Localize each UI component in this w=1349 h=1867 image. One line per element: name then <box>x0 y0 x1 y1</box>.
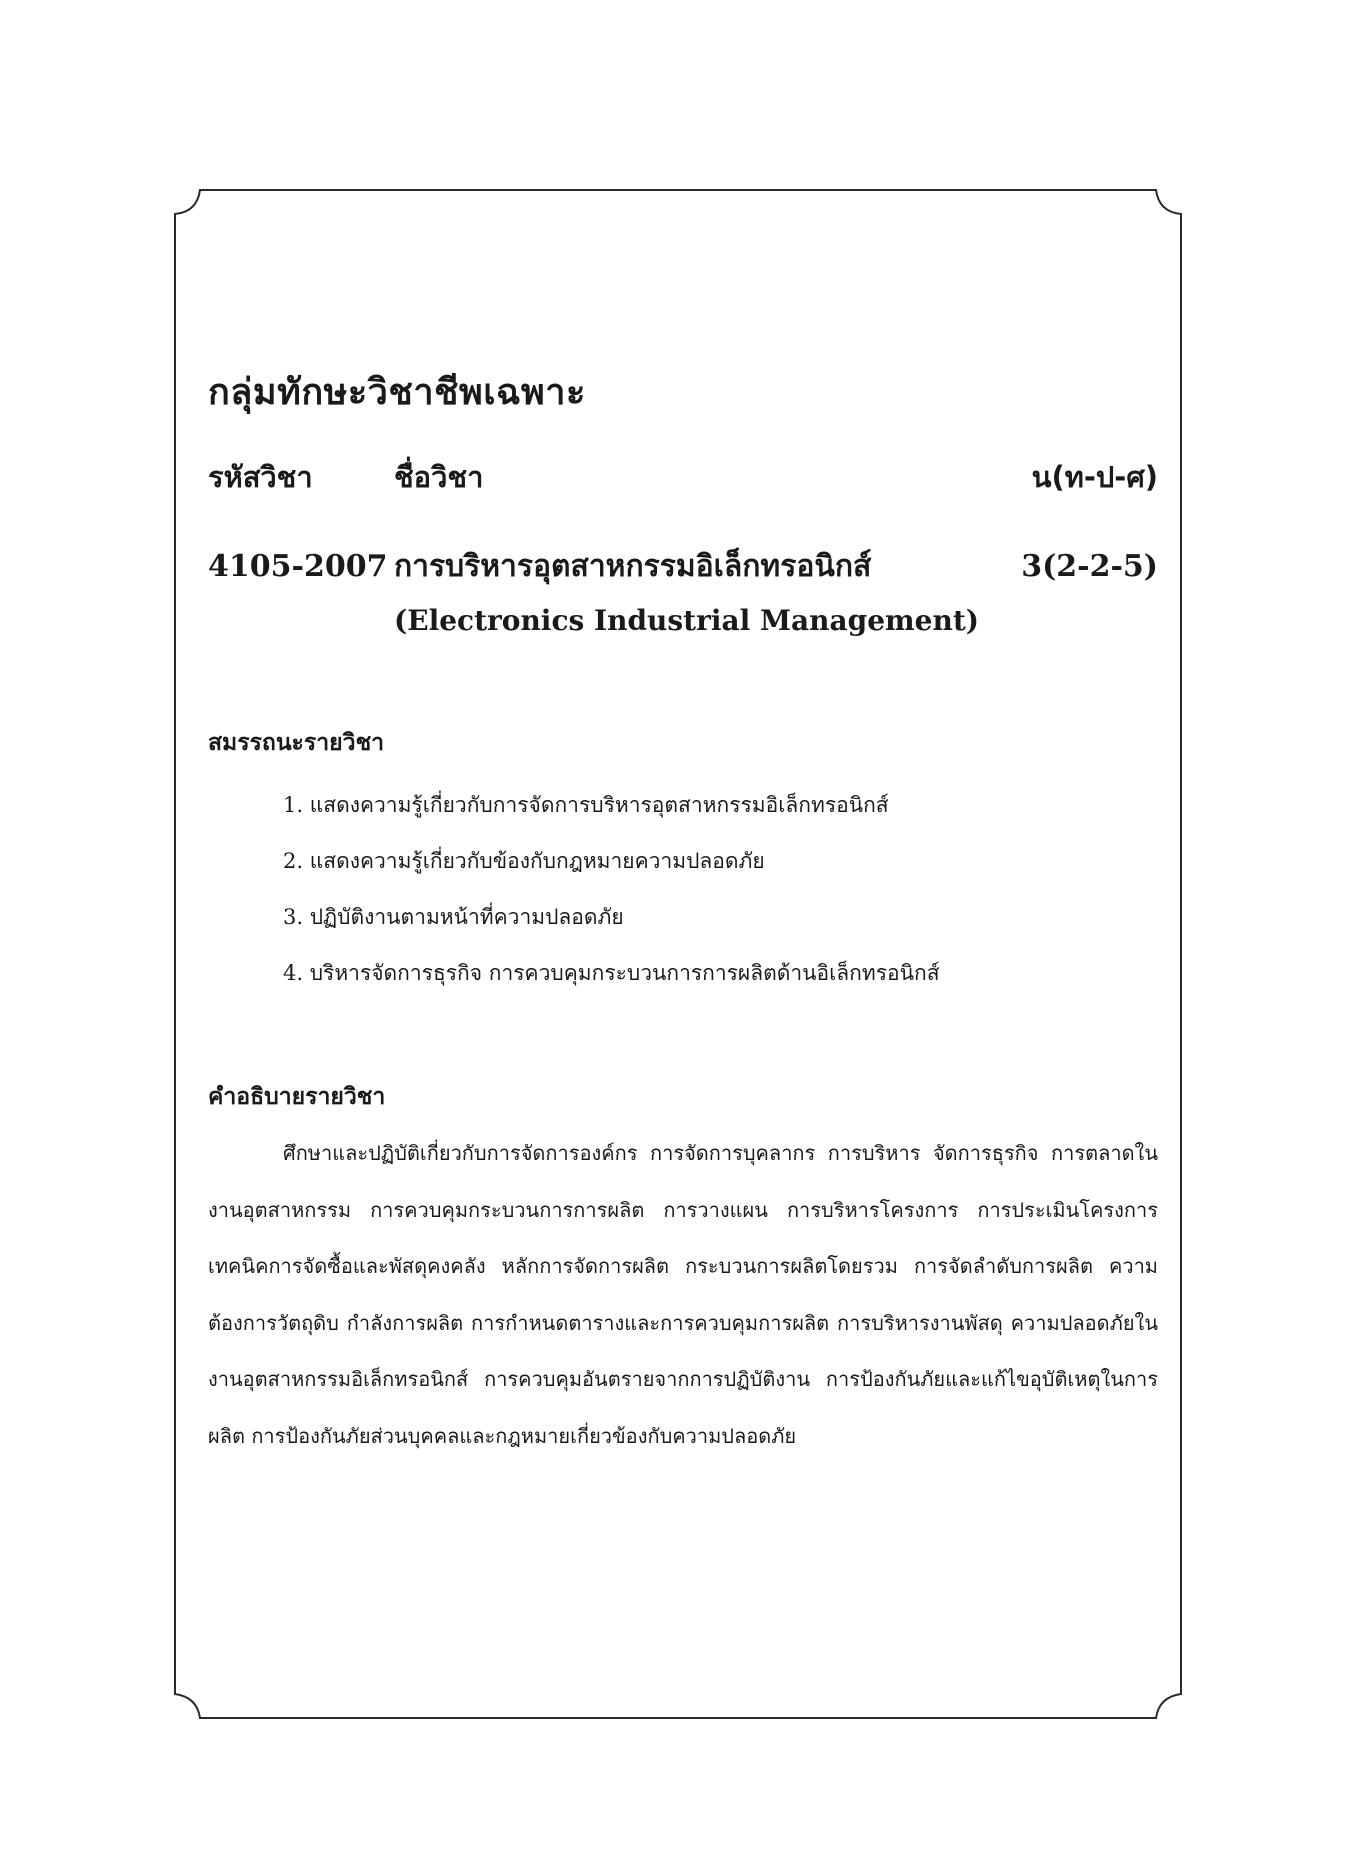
course-credits: 3(2-2-5) <box>1021 549 1158 584</box>
course-code: 4105-2007 <box>208 549 388 584</box>
course-content <box>208 365 1158 1464</box>
competency-item: 1. แสดงความรู้เกี่ยวกับการจัดการบริหารอุตสาหกรรมอิเล็กทรอนิกส์ <box>283 793 889 817</box>
course-header-row <box>208 449 1158 505</box>
description-heading: คำอธิบายรายวิชา <box>208 1084 386 1110</box>
competency-item: 4. บริหารจัดการธุรกิจ การควบคุมกระบวนการการผลิตด้านอิเล็กทรอนิกส์ <box>283 961 940 985</box>
competency-item: 2. แสดงความรู้เกี่ยวกับข้องกับกฎหมายความปลอดภัย <box>283 849 765 873</box>
course-name-english: (Electronics Industrial Management) <box>394 604 980 637</box>
competency-heading: สมรรถนะรายวิชา <box>208 730 385 756</box>
credit-column-label: น(ท-ป-ศ) <box>1031 460 1158 494</box>
name-column-label: ชื่อวิชา <box>394 460 484 494</box>
code-column-label: รหัสวิชา <box>208 460 313 494</box>
group-title: กลุ่มทักษะวิชาชีพเฉพาะ <box>208 372 586 413</box>
course-name-thai: การบริหารอุตสาหกรรมอิเล็กทรอนิกส์ <box>394 549 872 584</box>
competency-item: 3. ปฏิบัติงานตามหน้าที่ความปลอดภัย <box>283 905 624 929</box>
description-paragraph: ศึกษาและปฏิบัติเกี่ยวกับการจัดการองค์กร การจัดการบุคลากร การบริหาร จัดการธุรกิจ การตลาดในงานอุตสาหกรรม การควบคุมกระบวนการการผลิต การวางแผน การบริหารโครงการ การประเมินโครงการ เทคนิคการจัดซื้อและพัสดุคงคลัง หลักการจัดการผลิต กระบวนการผลิตโดยรวม การจัดลำดับการผลิต ความต้องการวัตถุดิบ กำลังการผลิต การกำหนดตารางและการควบคุมการผลิต การบริหารงานพัสดุ ความปลอดภัยในงานอุตสาหกรรมอิเล็กทรอนิกส์ การควบคุมอันตรายจากการปฏิบัติงาน การป้องกันภัยและแก้ไขอุบัติเหตุในการผลิต การป้องกันภัยส่วนบุคคลและกฎหมายเกี่ยวข้องกับความปลอดภัย <box>208 1141 1158 1448</box>
competency-list <box>208 777 1158 1001</box>
course-info-row <box>208 539 1158 595</box>
